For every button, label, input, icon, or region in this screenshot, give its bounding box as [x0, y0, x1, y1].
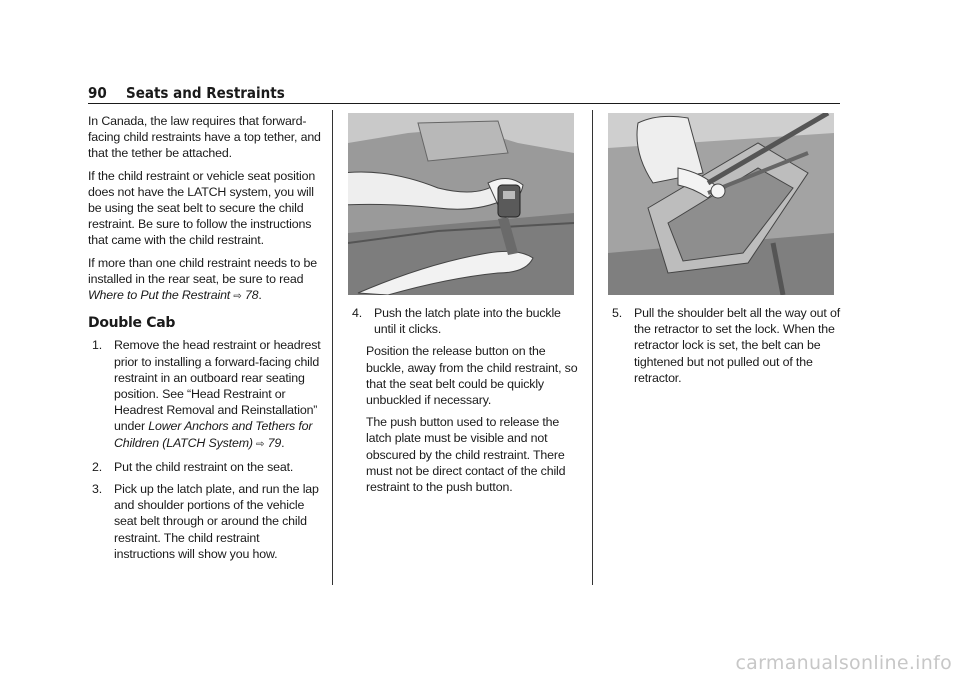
step-number: 4. [352, 306, 363, 320]
column-divider-1 [332, 110, 333, 585]
page-header [88, 84, 840, 102]
step-text: Pick up the latch plate, and run the lap and shoulder portions of the vehicle seat belt through or around the child restraint. The child restraint instructions will show you how. [114, 482, 319, 561]
paragraph-text: If more than one child restraint needs to be installed in the rear seat, be sure to read [88, 255, 317, 286]
shoulder-belt-retractor-illustration [608, 113, 834, 295]
steps-list-3 [608, 305, 840, 386]
paragraph-canada-law: In Canada, the law requires that forward-facing child restraints have a top tether, and that the tether be attached. [88, 114, 321, 161]
step-text: Put the child restraint on the seat. [114, 459, 294, 474]
step-text: Pull the shoulder belt all the way out of the retractor to set the lock. When the retractor lock is set, the belt can be tightened but not pulled out of the retractor. [634, 306, 840, 385]
step-text: Remove the head restraint or headrest prior to installing a forward-facing child restraint in an outboard rear seating position. See “Head Restraint or Headrest Removal and Reinstallation” under [114, 338, 321, 434]
step-4 [348, 305, 580, 337]
step-4-note-push-button: The push button used to release the latch plate must be visible and not obscured by the child restraint. There must not be direct contact of the child restraint to the push button. [366, 415, 566, 495]
page-ref-79[interactable]: 79 [267, 435, 282, 450]
step-4-note-release-button: Position the release button on the buckle, away from the child restraint, so that the seat belt could be quickly unbuckled if necessary. [366, 344, 578, 408]
section-heading-double-cab: Double Cab [88, 315, 176, 332]
section-title: Seats and Restraints [126, 84, 285, 102]
step-number: 2. [92, 459, 103, 474]
link-latch-system[interactable]: Lower Anchors and Tethers for Children (LATCH System) [114, 419, 313, 450]
column-1 [88, 113, 323, 568]
link-where-to-put-restraint[interactable]: Where to Put the Restraint [88, 288, 231, 303]
page-number: 90 [88, 84, 107, 102]
step-3 [88, 481, 323, 562]
step-number: 5. [612, 306, 623, 320]
step-number: 1. [92, 338, 103, 353]
page-ref-arrow-icon: ⇨ [233, 291, 242, 303]
page-ref-78[interactable]: 78 [244, 288, 259, 303]
watermark: carmanualsonline.info [735, 652, 952, 674]
step-number: 3. [92, 482, 103, 497]
paragraph-multiple-restraints: If more than one child restraint needs to be installed in the rear seat, be sure to read Where to Put the Restraint ⇨ 78. [88, 255, 317, 303]
step-5 [608, 305, 840, 386]
step-text: Push the latch plate into the buckle until it clicks. [374, 306, 561, 337]
page-ref-arrow-icon: ⇨ [256, 438, 265, 450]
column-divider-2 [592, 110, 593, 585]
column-3 [608, 113, 840, 392]
steps-list-2 [348, 305, 580, 337]
column-2 [348, 113, 580, 501]
step-2 [88, 459, 323, 475]
step-1: 1. Remove the head restraint or headrest prior to installing a forward-facing child restraint in an outboard rear seating position. See “Head Restraint or Headrest Removal and Reinstallation” under Lower Anchors and Tethers for Children (LATCH System) ⇨ 79. [92, 338, 321, 450]
header-rule [88, 103, 840, 104]
paragraph-no-latch: If the child restraint or vehicle seat position does not have the LATCH system, you will be using the seat belt to secure the child restraint. Be sure to follow the instructions that came with the child restraint. [88, 168, 316, 248]
steps-list [88, 337, 323, 562]
buckle-latch-illustration [348, 113, 574, 295]
